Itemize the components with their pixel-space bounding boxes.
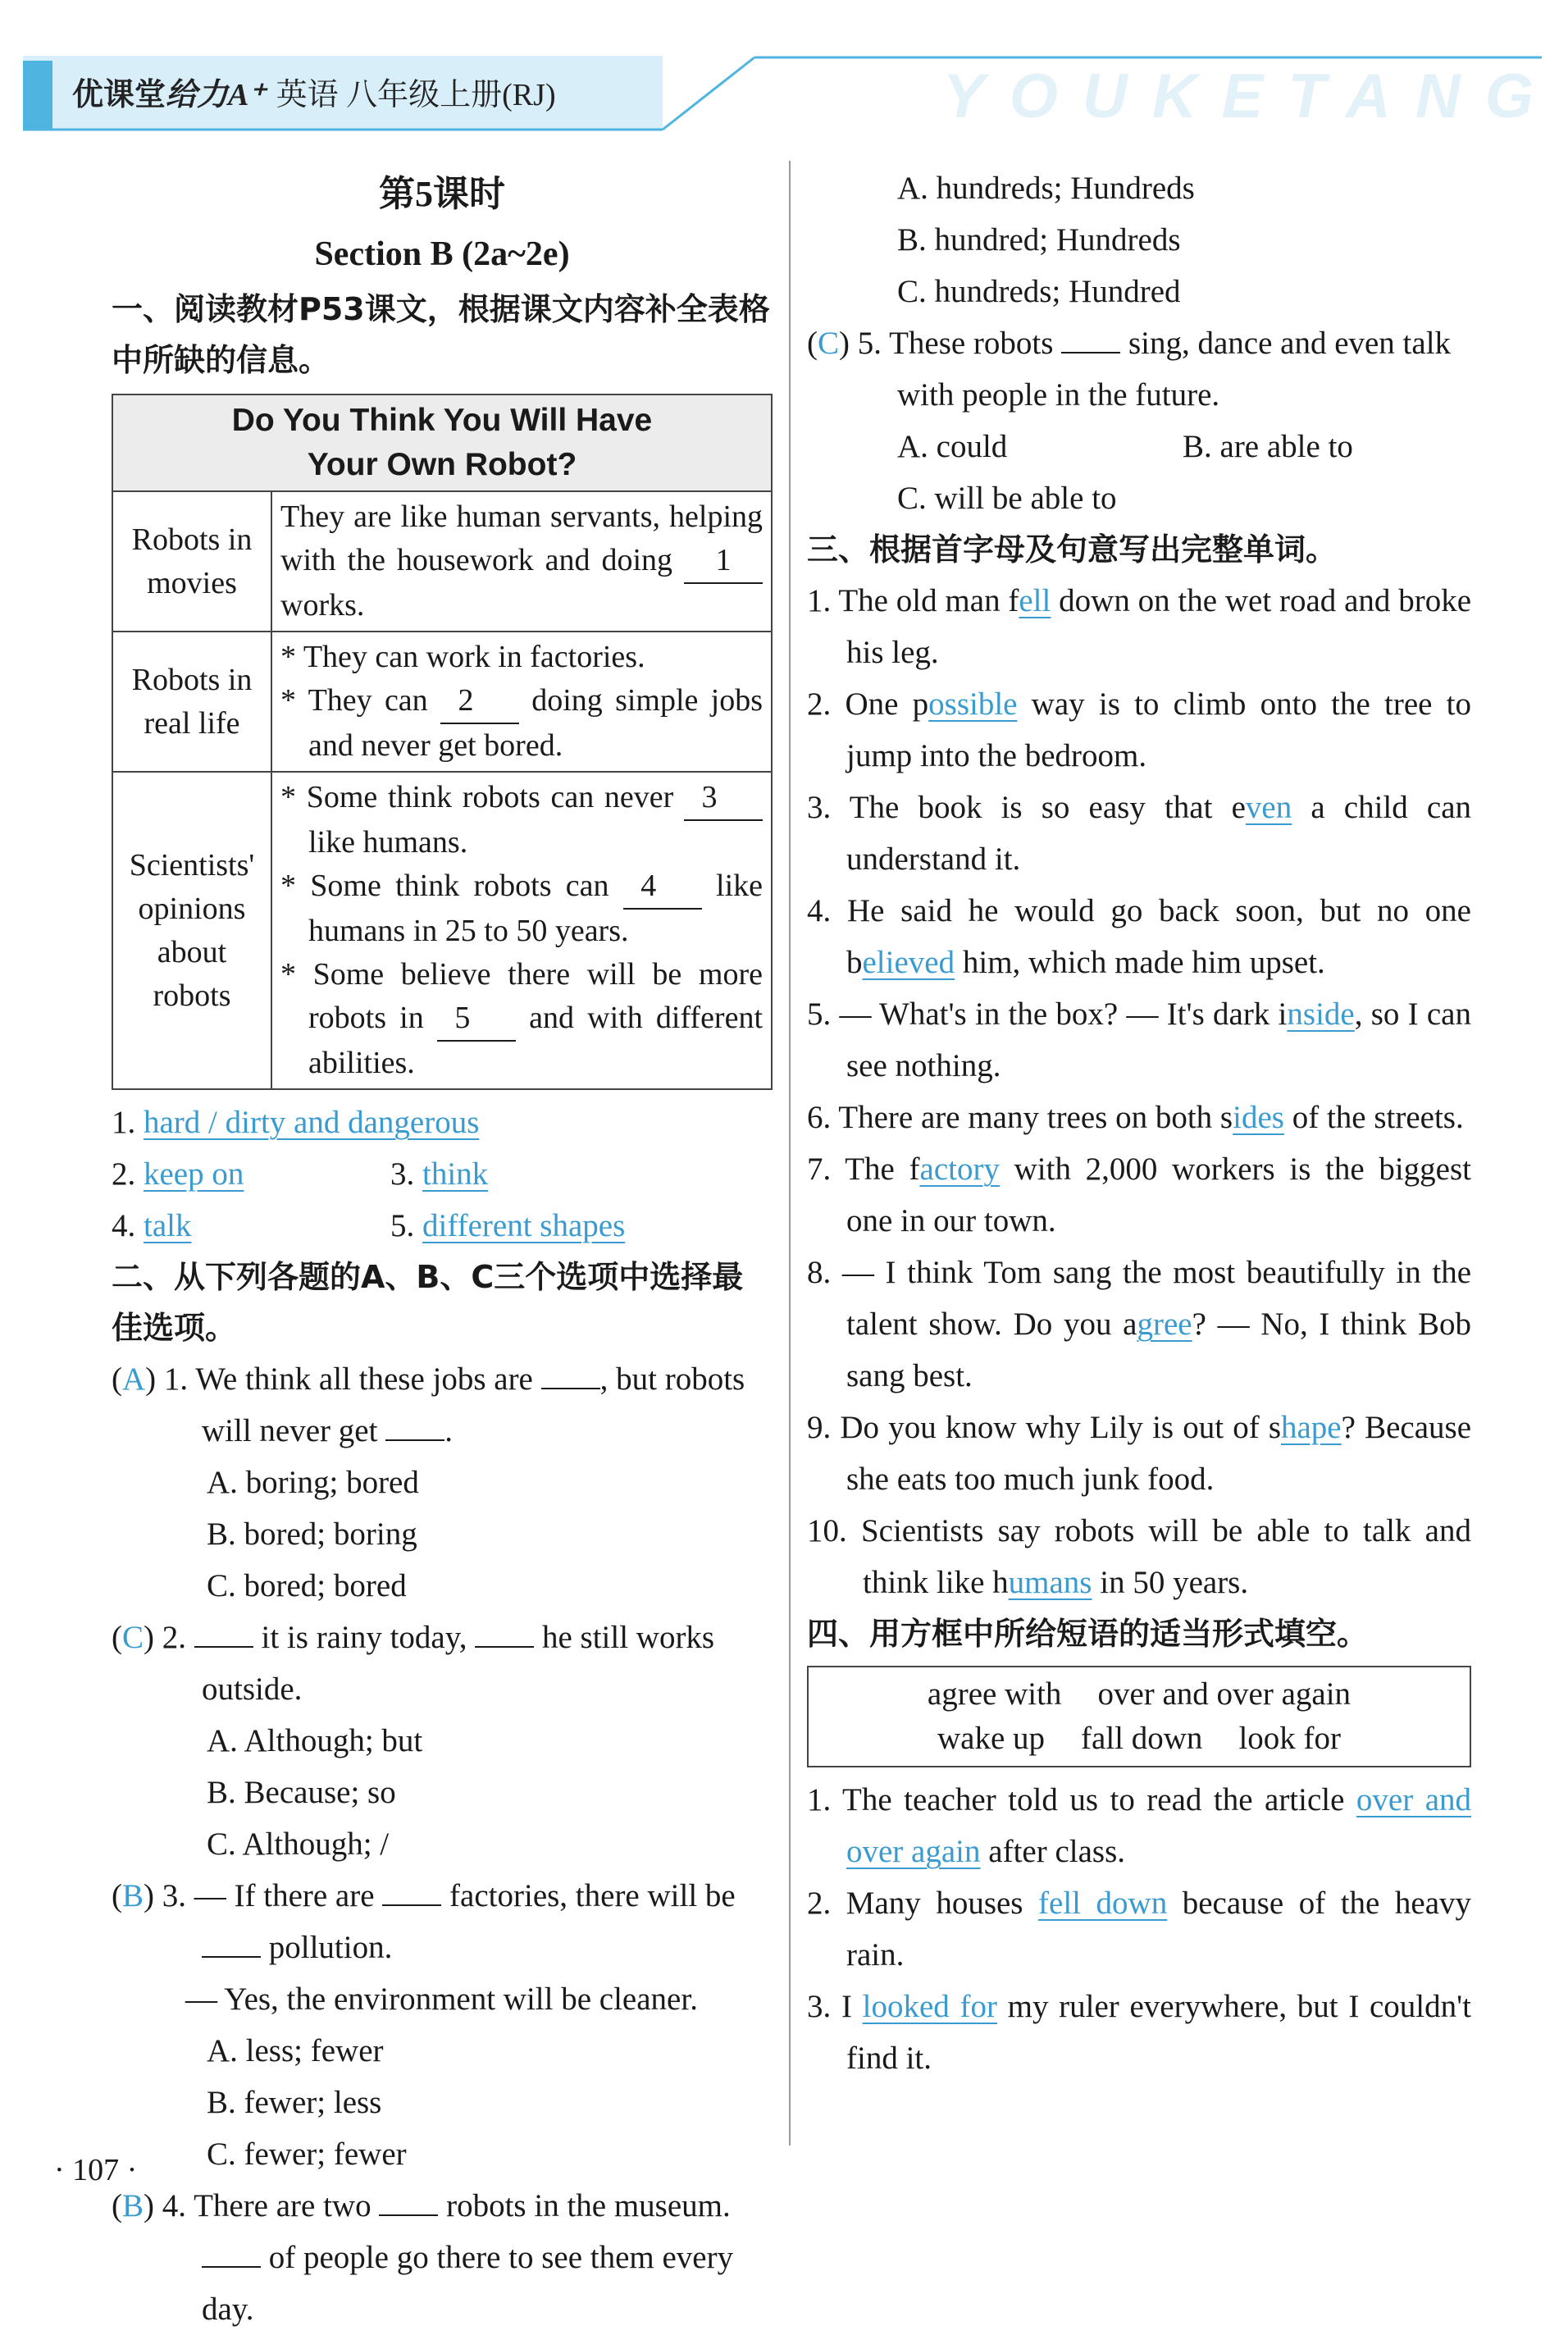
answer-2: keep on — [144, 1156, 244, 1192]
row-text: They are like human servants, helping with the housework and doing 1 works. — [271, 491, 772, 632]
part2-heading: 二、从下列各题的A、B、C三个选项中选择最佳选项。 — [112, 1259, 744, 1346]
answer-1: hard / dirty and dangerous — [144, 1105, 480, 1140]
list-item: 2. One possible way is to climb onto the tree to jump into the bedroom. — [807, 686, 1471, 773]
part3-heading: 三、根据首字母及句意写出完整单词。 — [807, 531, 1338, 568]
mc-answer: A — [122, 1361, 146, 1397]
mc-question: (B) 4. There are two robots in the museum. of people go there to see them every day. — [112, 2188, 734, 2327]
phrase: fall down — [1081, 1721, 1203, 1756]
mc-answer: B — [122, 1878, 144, 1913]
row-label: Scientists' opinions about robots — [112, 772, 271, 1089]
row-text: * Some think robots can never 3 like humans. * Some think robots can 4 like humans in 25 to 50 years. * Some believe there will be more robots in 5 and with different abilities. — [271, 772, 772, 1089]
brand-name: 优课堂 — [72, 76, 166, 112]
mc-question: (C) 2. it is rainy today, he still works outside. A. Although; butB. Because; so C. Although; / — [112, 1620, 715, 1862]
part1-heading: 一、阅读教材P53课文，根据课文内容补全表格中所缺的信息。 — [112, 291, 770, 378]
list-item: 6. There are many trees on both sides of the streets. — [807, 1100, 1464, 1135]
row-label: Robots in real life — [112, 632, 271, 772]
mc-answer: C — [122, 1620, 144, 1655]
mc-question: (C) 5. These robots sing, dance and even talk with people in the future. A. could B. are able to C. will be able to — [807, 326, 1452, 516]
answer-line: 4. talk 5. different shapes — [112, 1208, 626, 1243]
mc-answer: B — [122, 2188, 144, 2223]
blank-2: 2 — [440, 679, 519, 724]
blank-1: 1 — [684, 539, 763, 584]
list-item: 10. Scientists say robots will be able to talk and think like humans in 50 years. — [807, 1513, 1471, 1600]
list-item: 5. — What's in the box? — It's dark inside, so I can see nothing. — [807, 996, 1471, 1083]
part3-list — [807, 575, 1471, 1608]
list-item: 3. I looked for my ruler everywhere, but I couldn't find it. — [807, 1989, 1472, 2076]
list-item: 9. Do you know why Lily is out of shape? Because she eats too much junk food. — [807, 1410, 1472, 1497]
list-item: 1. The teacher told us to read the article over and over again after class. — [807, 1782, 1472, 1869]
phrase: over and over again — [1097, 1676, 1351, 1712]
part1-answers — [112, 1097, 773, 1252]
mc-question-options: A. hundreds; Hundreds B. hundred; Hundreds C. hundreds; Hundred — [897, 171, 1195, 309]
table-title: Do You Think You Will Have Your Own Robot? — [112, 394, 772, 491]
row-text: * They can work in factories. * They can 2 doing simple jobs and never get bored. — [271, 632, 772, 772]
phrase: look for — [1238, 1721, 1341, 1756]
left-column — [112, 164, 773, 2335]
book-title — [72, 69, 556, 114]
section-title: Section B (2a~2e) — [314, 235, 570, 273]
row-label: Robots in movies — [112, 491, 271, 632]
subject-label: 英语 八年级上册(RJ) — [276, 78, 556, 112]
list-item: 3. The book is so easy that even a child can understand it. — [807, 790, 1472, 877]
list-item: 8. — I think Tom sang the most beautifully in the talent show. Do you agree? — No, I think Bob sang best. — [807, 1255, 1471, 1393]
answer-5: different shapes — [422, 1208, 626, 1243]
answer-line: 2. keep on 3. think — [112, 1156, 489, 1192]
mc-question: (A) 1. We think all these jobs are , but robots will never get . A. boring; boredB. bored; boring C. bored; bored — [112, 1361, 745, 1603]
lesson-title: 第5课时 — [379, 174, 505, 214]
robot-info-table — [112, 394, 773, 1090]
page-number: · 107 · — [54, 2153, 138, 2187]
blank-4: 4 — [623, 864, 702, 910]
phrase: agree with — [927, 1676, 1062, 1712]
mc-answer: C — [818, 326, 840, 361]
table-row — [112, 491, 772, 632]
list-item: 1. The old man fell down on the wet road and broke his leg. — [807, 583, 1472, 670]
blank-3: 3 — [684, 776, 763, 821]
phrase-box — [807, 1666, 1471, 1767]
column-divider — [789, 161, 791, 2146]
answer-3: think — [422, 1156, 489, 1192]
brand-logo: 给力A⁺ — [166, 78, 266, 112]
part4-heading: 四、用方框中所给短语的适当形式填空。 — [807, 1616, 1369, 1652]
list-item: 2. Many houses fell down because of the heavy rain. — [807, 1886, 1472, 1972]
answer-line: 1. hard / dirty and dangerous — [112, 1105, 480, 1140]
header-watermark: YOUKETANG — [943, 62, 1558, 131]
blank-5: 5 — [437, 996, 516, 1042]
table-row — [112, 632, 772, 772]
table-row — [112, 772, 772, 1089]
part4-list — [807, 1774, 1471, 2084]
list-item: 4. He said he would go back soon, but no one believed him, which made him upset. — [807, 893, 1471, 980]
answer-4: talk — [144, 1208, 192, 1243]
phrase: wake up — [937, 1721, 1046, 1756]
mc-question: (B) 3. — If there are factories, there will be pollution. — Yes, the environment will be cleaner. A. less; fewerB. fewer; less C. fewer; fewer — [112, 1878, 736, 2172]
list-item: 7. The factory with 2,000 workers is the biggest one in our town. — [807, 1152, 1472, 1238]
right-column — [807, 162, 1471, 2084]
